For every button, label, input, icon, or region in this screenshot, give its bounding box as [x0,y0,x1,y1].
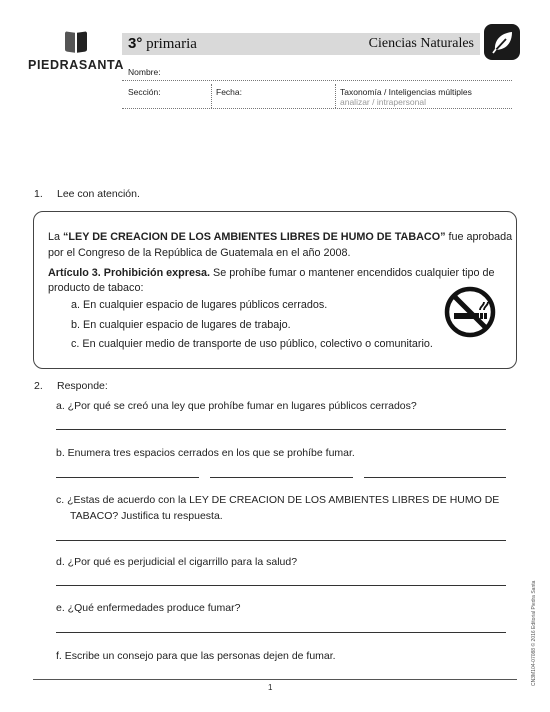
question-f: f. Escribe un consejo para que las personas dejen de fumar. [56,650,336,662]
page-number: 1 [268,683,273,692]
publisher-logo [26,30,126,72]
section-label: Sección: [128,87,161,97]
law-intro-line-1: La “LEY DE CREACION DE LOS AMBIENTES LIBRES DE HUMO DE TABACO” fue aprobada [48,231,513,243]
item-2-number: 2. [34,380,43,392]
answer-line-c[interactable] [56,540,506,541]
question-e: e. ¿Qué enfermedades produce fumar? [56,602,241,614]
question-c-line-1: c. ¿Estas de acuerdo con la LEY DE CREACION DE LOS AMBIENTES LIBRES DE HUMO DE [56,494,500,506]
answer-line-d[interactable] [56,585,506,586]
question-b: b. Enumera tres espacios cerrados en los que se prohíbe fumar. [56,447,355,459]
book-icon [65,30,87,54]
question-a: a. ¿Por qué se creó una ley que prohíbe fumar en lugares públicos cerrados? [56,400,417,412]
article-line-1: Artículo 3. Prohibición expresa. Se prohíbe fumar o mantener encendidos cualquier tipo de [48,267,495,279]
item-1-number: 1. [34,188,43,200]
name-line[interactable] [122,80,512,81]
item-2-instruction: Responde: [57,380,108,392]
grade-subject-bar [122,33,480,55]
item-1-instruction: Lee con atención. [57,188,140,200]
copyright-note: CN3M104-07088 © 2016 Editorial Piedra Santa [531,580,537,686]
law-intro-line-2: por el Congreso de la República de Guatemala en el año 2008. [48,247,351,259]
taxonomy-label: Taxonomía / Inteligencias múltiples [340,87,472,97]
grade-label: 3° primaria [128,35,197,52]
article-line-2: producto de tabaco: [48,282,144,294]
subject-label: Ciencias Naturales [368,36,474,51]
question-c-line-2: TABACO? Justifica tu respuesta. [70,510,223,522]
brand-name: PIEDRASANTA [28,58,124,72]
answer-line-b3[interactable] [364,477,506,478]
leaf-icon [484,24,520,60]
header-bottom-line [122,108,512,109]
answer-line-b1[interactable] [56,477,199,478]
question-d: d. ¿Por qué es perjudicial el cigarrillo para la salud? [56,556,298,568]
answer-line-f[interactable] [33,679,517,680]
no-smoking-icon [444,286,496,338]
answer-line-a[interactable] [56,429,506,430]
answer-line-b2[interactable] [210,477,353,478]
date-label: Fecha: [216,87,242,97]
name-label: Nombre: [128,67,161,77]
taxonomy-sub: analizar / intrapersonal [340,97,426,107]
law-point-c: c. En cualquier medio de transporte de uso público, colectivo o comunitario. [71,338,433,350]
law-point-b: b. En cualquier espacio de lugares de trabajo. [71,319,291,331]
law-point-a: a. En cualquier espacio de lugares públicos cerrados. [71,299,328,311]
answer-line-e[interactable] [56,632,506,633]
